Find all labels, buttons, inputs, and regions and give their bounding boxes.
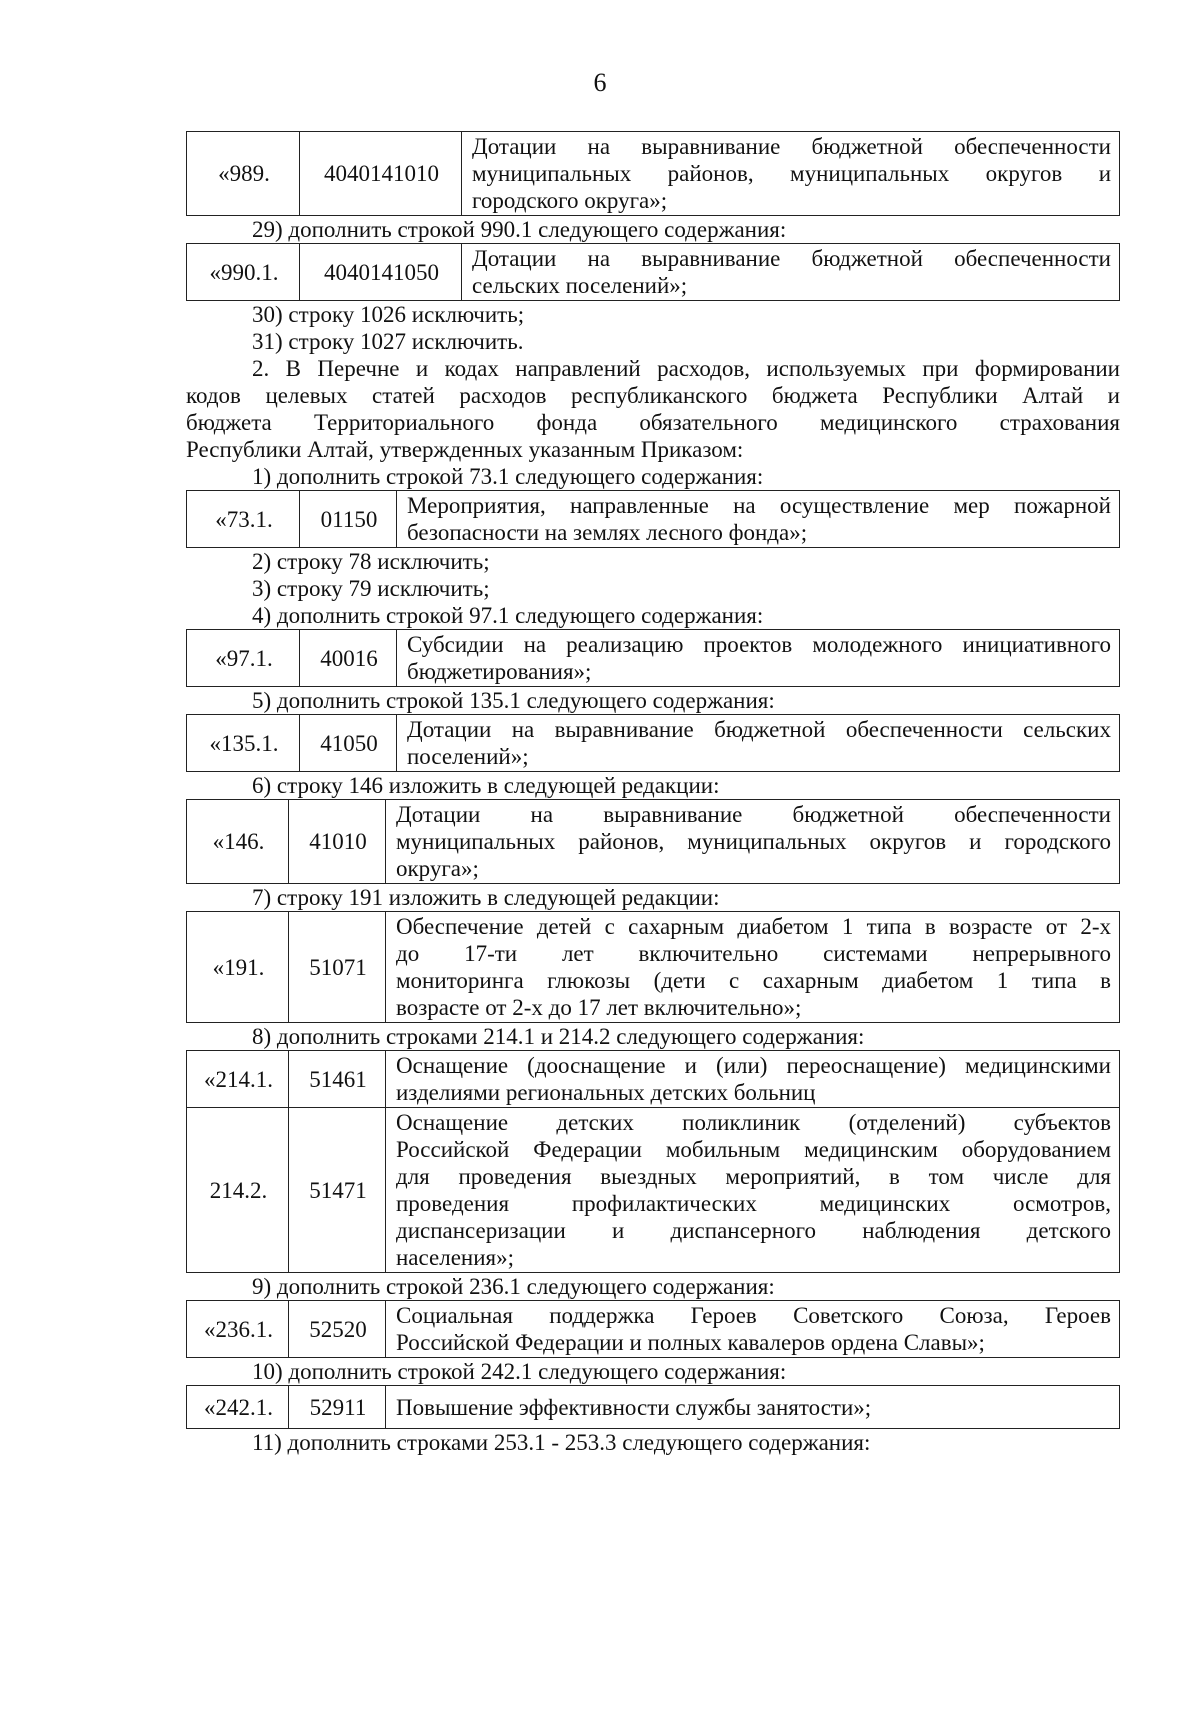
table-row [187,132,1120,216]
row-number: «135.1. [187,715,300,772]
row-text: Дотации на выравнивание бюджетной обеспеченности сельских поселений»; [462,244,1120,301]
row-number: «242.1. [187,1386,289,1429]
table-row [187,491,1120,548]
table-row-73-1 [186,490,1120,548]
row-code: 52520 [289,1301,386,1358]
row-code: 4040141050 [300,244,462,301]
sub-item-3: 3) строку 79 исключить; [252,576,490,601]
sub-item-1: 1) дополнить строкой 73.1 следующего содержания: [252,464,764,489]
row-text: Дотации на выравнивание бюджетной обеспеченности муниципальных районов, муниципальных округов и городского округа»; [462,132,1120,216]
table-row-990-1 [186,243,1120,301]
row-number: «236.1. [187,1301,289,1358]
paragraph-2: 2. В Перечне и кодах направлений расходов, используемых при формировании кодов целевых статей расходов республиканского бюджета Республики Алтай и бюджета Территориального фонда обязательного медицинского страхования Республики Алтай, утвержденных указанным Приказом: [186,356,1120,462]
table-row-191 [186,911,1120,1023]
row-number: «97.1. [187,630,300,687]
row-number: 214.2. [187,1108,289,1273]
row-text: Обеспечение детей с сахарным диабетом 1 типа в возрасте от 2-х до 17-ти лет включительно системами непрерывного мониторинга глюкозы (дети с сахарным диабетом 1 типа в возрасте от 2-х до 17 лет включительно»; [386,912,1120,1023]
sub-item-7: 7) строку 191 изложить в следующей редакции: [252,885,720,910]
row-text: Повышение эффективности службы занятости»; [386,1386,1120,1429]
row-code: 52911 [289,1386,386,1429]
sub-item-11: 11) дополнить строками 253.1 - 253.3 следующего содержания: [252,1430,871,1455]
row-number: «146. [187,800,289,884]
document-body [186,131,1120,1456]
item-31: 31) строку 1027 исключить. [252,329,524,354]
table-row [187,630,1120,687]
row-text: Оснащение (дооснащение и (или) переоснащение) медицинскими изделиями региональных детских больниц [386,1051,1120,1108]
table-row-97-1 [186,629,1120,687]
row-code: 41050 [300,715,397,772]
row-number: «191. [187,912,289,1023]
table-row-242-1 [186,1385,1120,1429]
row-text: Дотации на выравнивание бюджетной обеспеченности сельских поселений»; [397,715,1120,772]
table-row [187,1108,1120,1273]
table-row [187,912,1120,1023]
row-number: «990.1. [187,244,300,301]
table-row [187,715,1120,772]
page-number: 6 [593,68,607,97]
row-code: 4040141010 [300,132,462,216]
table-row-146 [186,799,1120,884]
row-number: «214.1. [187,1051,289,1108]
item-30: 30) строку 1026 исключить; [252,302,525,327]
row-text: Социальная поддержка Героев Советского Союза, Героев Российской Федерации и полных кавалеров ордена Славы»; [386,1301,1120,1358]
row-text: Дотации на выравнивание бюджетной обеспеченности муниципальных районов, муниципальных округов и городского округа»; [386,800,1120,884]
table-row [187,1051,1120,1108]
table-row [187,800,1120,884]
table-row [187,1301,1120,1358]
table-row-135-1 [186,714,1120,772]
row-text: Мероприятия, направленные на осуществление мер пожарной безопасности на землях лесного фонда»; [397,491,1120,548]
table-row-236-1 [186,1300,1120,1358]
table-rows-214 [186,1050,1120,1273]
sub-item-6: 6) строку 146 изложить в следующей редакции: [252,773,720,798]
row-code: 51071 [289,912,386,1023]
sub-item-4: 4) дополнить строкой 97.1 следующего содержания: [252,603,764,628]
row-code: 40016 [300,630,397,687]
row-code: 41010 [289,800,386,884]
sub-item-9: 9) дополнить строкой 236.1 следующего содержания: [252,1274,775,1299]
sub-item-2: 2) строку 78 исключить; [252,549,490,574]
sub-item-10: 10) дополнить строкой 242.1 следующего содержания: [252,1359,787,1384]
item-29: 29) дополнить строкой 990.1 следующего содержания: [252,217,787,242]
sub-item-5: 5) дополнить строкой 135.1 следующего содержания: [252,688,775,713]
row-text: Оснащение детских поликлиник (отделений) субъектов Российской Федерации мобильным медицинским оборудованием для проведения выездных мероприятий, в том числе для проведения профилактических медицинских осмотров, диспансеризации и диспансерного наблюдения детского населения»; [386,1108,1120,1273]
table-row [187,244,1120,301]
row-text: Субсидии на реализацию проектов молодежного инициативного бюджетирования»; [397,630,1120,687]
table-row [187,1386,1120,1429]
row-number: «989. [187,132,300,216]
table-row-989 [186,131,1120,216]
row-number: «73.1. [187,491,300,548]
row-code: 51471 [289,1108,386,1273]
row-code: 51461 [289,1051,386,1108]
row-code: 01150 [300,491,397,548]
sub-item-8: 8) дополнить строками 214.1 и 214.2 следующего содержания: [252,1024,865,1049]
